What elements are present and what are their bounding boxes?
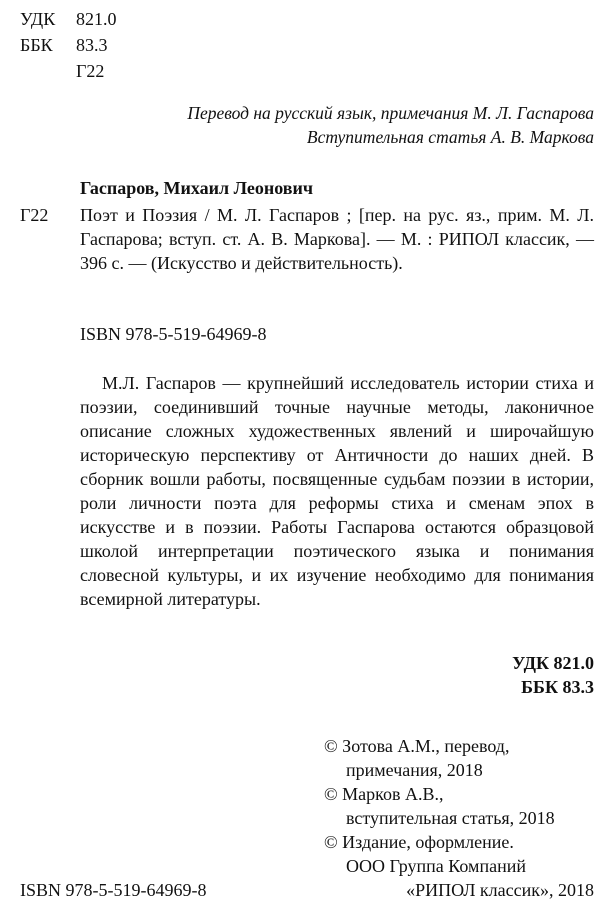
bbk-label: ББК [20, 35, 53, 55]
copyright-edition: © Издание, оформление. [324, 832, 514, 852]
isbn-top: ISBN 978-5-519-64969-8 [80, 324, 267, 344]
udk-bottom: УДК 821.0 [512, 653, 594, 673]
udk-label: УДК [20, 9, 56, 29]
copyright-translator: © Зотова А.М., перевод, [324, 736, 510, 756]
bbk-value: 83.3 [76, 35, 108, 55]
bbk-bottom: ББК 83.3 [521, 677, 594, 697]
introduction-credit: Вступительная статья А. В. Маркова [306, 127, 594, 147]
classification-codes [20, 6, 117, 84]
credits [0, 101, 594, 149]
isbn-bottom: ISBN 978-5-519-64969-8 [20, 880, 207, 900]
udk-row [20, 6, 117, 32]
copyright-intro-author-cont: вступительная статья, 2018 [346, 808, 555, 828]
copyright-translator-cont: примечания, 2018 [346, 760, 483, 780]
copyright-intro-author: © Марков А.В., [324, 784, 444, 804]
author-heading: Гаспаров, Михаил Леонович [80, 178, 314, 198]
annotation: М.Л. Гаспаров — крупнейший исследователь истории стиха и поэзии, соединивший точные научные методы, лаконичное описание сложных художественных явлений и широчайшую историческую перспективу от Античности до наших дней. В сборник вошли работы, посвященные судьбам поэзии в истории, роли личности поэта для реформы стиха и сменам эпох в искусстве и в поэзии. Работы Гаспарова остаются образцовой школой интерпретации поэтического языка и понимания словесной культуры, и их изучение необходимо для понимания всемирной литературы. [80, 373, 594, 609]
author-sign-row [20, 58, 117, 84]
copyright-block [324, 734, 594, 902]
udk-value: 821.0 [76, 9, 117, 29]
bibliographic-description: Поэт и Поэзия / М. Л. Гаспаров ; [пер. на рус. яз., прим. М. Л. Гаспарова; вступ. ст. А. В. Маркова]. — М. : РИПОЛ классик, — 396 с. — (Искусство и действительность). [80, 205, 594, 273]
copyright-publisher-name: «РИПОЛ классик», 2018 [406, 880, 594, 900]
classification-codes-bottom [0, 651, 594, 699]
bbk-row [20, 32, 117, 58]
shelf-code: Г22 [20, 205, 49, 225]
author-sign: Г22 [76, 61, 105, 81]
copyright-publisher: ООО Группа Компаний [346, 856, 526, 876]
translation-credit: Перевод на русский язык, примечания М. Л. Гаспарова [187, 103, 594, 123]
